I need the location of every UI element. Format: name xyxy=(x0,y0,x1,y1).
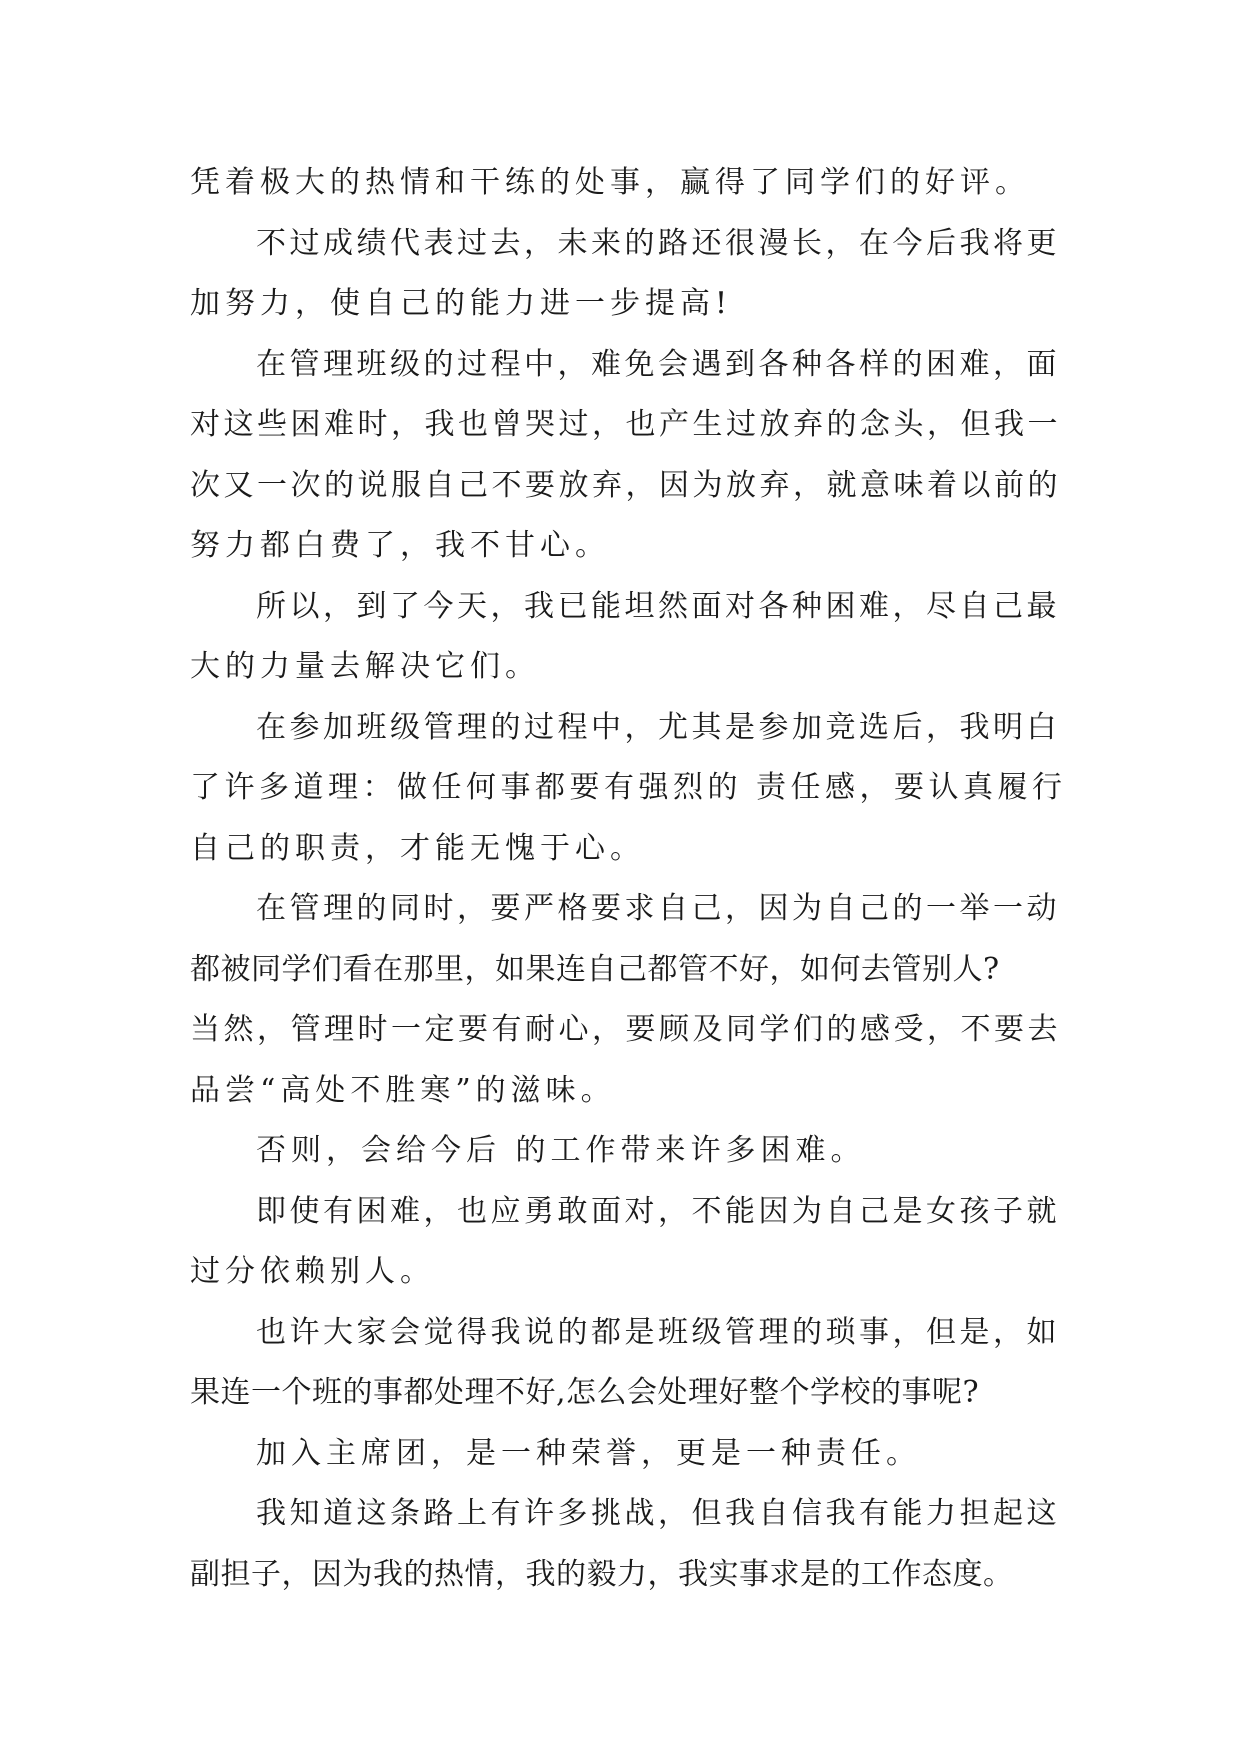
text-line: 次又一次的说服自己不要放弃，因为放弃，就意味着以前的 xyxy=(190,467,1061,503)
document-body xyxy=(190,153,1070,1605)
paragraph-first-line: 不过成绩代表过去，未来的路还很漫长，在今后我将更 xyxy=(256,225,1060,261)
text-line: 了许多道理：做任何事都要有强烈的 责任感，要认真履行 xyxy=(190,770,1067,805)
paragraph-first-line: 在管理班级的过程中，难免会遇到各种各样的困难，面 xyxy=(256,346,1060,382)
text-line: 自己的职责，才能无愧于心。 xyxy=(190,830,645,866)
paragraph-first-line: 所以，到了今天，我已能坦然面对各种困难，尽自己最 xyxy=(256,588,1060,624)
paragraph-first-line: 即使有困难，也应勇敢面对，不能因为自己是女孩子就 xyxy=(256,1193,1060,1229)
paragraph-first-line: 在参加班级管理的过程中，尤其是参加竞选后，我明白 xyxy=(256,709,1060,745)
text-line: 努力都白费了，我不甘心。 xyxy=(190,528,610,563)
text-line: 副担子，因为我的热情，我的毅力，我实事求是的工作态度。 xyxy=(190,1556,1014,1592)
text-line: 果连一个班的事都处理不好,怎么会处理好整个学校的事呢? xyxy=(190,1375,980,1410)
text-line: 当然，管理时一定要有耐心，要顾及同学们的感受，不要去 xyxy=(190,1012,1061,1047)
text-line: 都被同学们看在那里，如果连自己都管不好，如何去管别人? xyxy=(190,951,1000,987)
paragraph-first-line: 我知道这条路上有许多挑战，但我自信我有能力担起这 xyxy=(256,1496,1060,1531)
paragraph-first-line: 在管理的同时，要严格要求自己，因为自己的一举一动 xyxy=(256,891,1060,926)
paragraph-first-line: 加入主席团，是一种荣誉，更是一种责任。 xyxy=(256,1435,921,1471)
text-line: 对这些困难时，我也曾哭过，也产生过放弃的念头，但我一 xyxy=(190,407,1061,442)
text-line: 凭着极大的热情和干练的处事，赢得了同学们的好评。 xyxy=(190,165,1030,200)
text-line: 品尝“高处不胜寒”的滋味。 xyxy=(190,1072,616,1108)
paragraph-first-line: 也许大家会觉得我说的都是班级管理的琐事，但是，如 xyxy=(256,1314,1060,1350)
text-line: 过分依赖别人。 xyxy=(190,1254,435,1289)
text-line: 大的力量去解决它们。 xyxy=(190,649,540,684)
paragraph-first-line: 否则，会给今后 的工作带来许多困难。 xyxy=(256,1133,866,1168)
text-line: 加努力，使自己的能力进一步提高! xyxy=(190,286,733,321)
